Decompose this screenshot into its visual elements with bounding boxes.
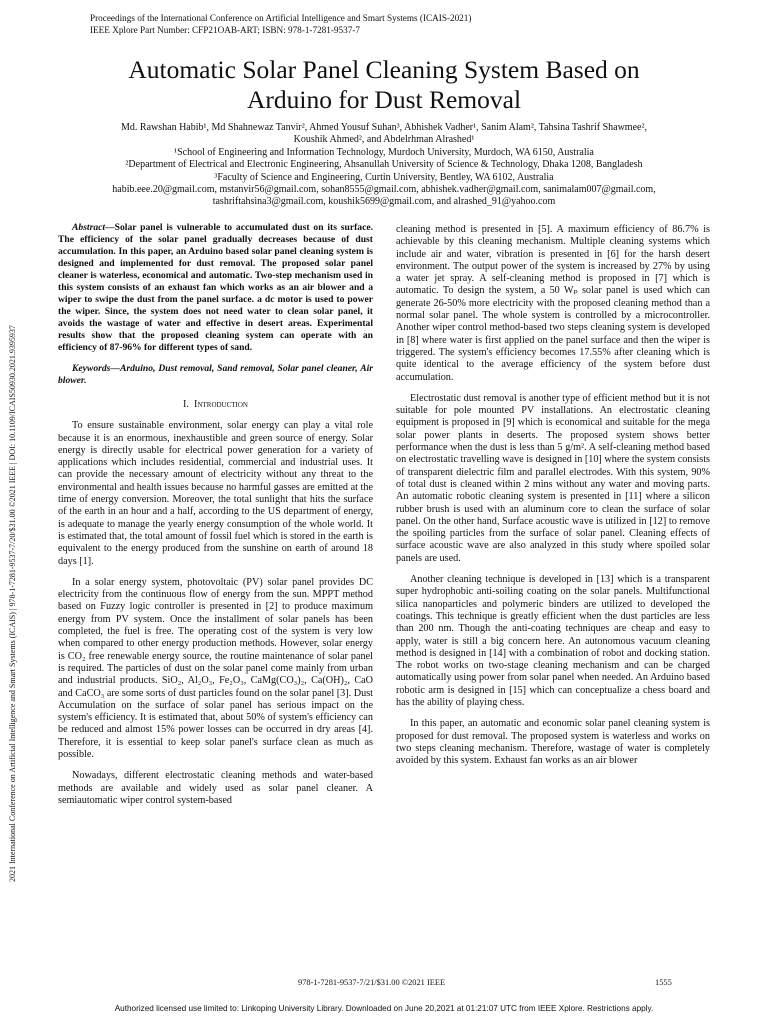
section-title: Introduction <box>194 399 248 410</box>
paragraph: cleaning method is presented in [5]. A maximum efficiency of 86.7% is achievable by this cleaning mechanism. Multiple cleaning systems which include air and water, vibration is presented in [6] for the harsh desert environment. The output power of the system is increased by 27% by using a water jet spray. A self-cleaning method is proposed in [7] which is automatic. To design the system, a 50 Wₚ solar panel is used which can generate 26-50% more electricity with the proposed cleaning method than a normal solar panel. The whole system is controlled by a microcontroller. Another wiper control method-based two steps cleaning system is developed in [8] where water is first applied on the panel surface and then the wiper is triggered. The system's efficiency becomes 17.55% after cleaning which is quite identical to the average efficiency of the system before dust accumulation. <box>396 224 710 383</box>
side-citation: 2021 International Conference on Artificial Intelligence and Smart Systems (ICAIS) | 978-1-7281-9537-7/20/$31.00 ©2021 IEEE | DOI: 10.1109/ICAIS50930.2021.9395937 <box>8 325 17 882</box>
paragraph: To ensure sustainable environment, solar energy can play a vital role because it is an enormous, inexhaustible and green source of energy. Solar energy is directly usable for electrical power generation for a variety of applications which includes residential, commercial and industrial uses. It can provide the necessary amount of electricity without any threat to the environmental and health issues because no harmful gasses are emitted at the time of energy conversion. Moreover, the total sunlight that hits the surface of the earth in an hour and a half, according to the US department of energy, is adequate to manage the yearly energy consumption of the whole world. It is estimated that, the total amount of fossil fuel which is stored in the earth is equivalent to the energy produced from the sunshine on earth of around 18 days [1]. <box>58 420 373 567</box>
affiliation-1: ¹School of Engineering and Information Technology, Murdoch University, Murdoch, WA 6150, Australia <box>174 146 594 158</box>
keywords-label: Keywords— <box>72 363 120 374</box>
abstract-text: Solar panel is vulnerable to accumulated dust on its surface. The efficiency of the solar panel gradually decreases because of dust accumulation. In this paper, an Arduino based solar panel cleaning system is designed and implemented for dust removal. The proposed solar panel cleaner is waterless, economical and automatic. Two-step mechanism used in this system consists of an exhaust fan which works as an air blower and a wiper to swipe the dust from the panel surface. a dc motor is used to power the wiper. Since, the system does not need water to clean solar panel, it avoids the wastage of water and effective in desert areas. Experimental results show that the proposed cleaning system can operate with an efficiency of 87-96% for different types of sand. <box>58 222 373 353</box>
paragraph: Another cleaning technique is developed in [13] which is a transparent super hydrophobic anti-soiling coating on the solar panels. Multifunctional silica nanoparticles and polymeric binders are utilized to developed the coatings. This technique is greatly efficient when the dust particles are less than 200 nm. Though the anti-coating techniques are cheap and easy to apply, water is still a big concern here. An autonomous vacuum cleaning method is designed in [14] with a combination of robot and docking station. The robot works on two-stage cleaning mechanism and can be charged automatically using power from solar panel when needed. An Arduino based robotic arm is designed in [15] which can conceptualize a chess board and has the ability of playing chess. <box>396 574 710 708</box>
affiliation-3: ³Faculty of Science and Engineering, Curtin University, Bentley, WA 6102, Australia <box>214 171 554 183</box>
keywords <box>58 363 373 387</box>
title-line-2: Arduino for Dust Removal <box>246 85 522 114</box>
abstract-label: Abstract— <box>72 222 115 233</box>
abstract <box>58 222 373 354</box>
right-column <box>396 224 710 767</box>
section-number: I. <box>183 399 189 410</box>
title-line-1: Automatic Solar Panel Cleaning System Based on <box>128 55 640 84</box>
page-number: 1555 <box>655 978 672 987</box>
author-block <box>40 122 728 209</box>
proceedings-header <box>90 12 471 36</box>
paragraph: In this paper, an automatic and economic solar panel cleaning system is proposed for dust removal. The proposed system is waterless and works on two steps cleaning mechanism. Therefore, wastage of water is completely avoided by this system. Exhaust fan works as an air blower <box>396 718 710 767</box>
paragraph: Electrostatic dust removal is another type of efficient method but it is not suitable for pole mounted PV installations. An electrostatic cleaning equipment is proposed in [9] which is economical and suitable for the mega solar power plants in deserts. The proposed system shows better performance when the dust is less than 5 g/m². A self-cleaning method based on electrostatic travelling wave is designed in [10] where the system consists of transparent dielectric film and parallel electrodes. With this system, 90% of total dust is cleaned within 2 mins without any water and moving parts. An automatic robotic cleaning system is presented in [11] where a silicon rubber brush is used with an aluminum core to clean the surface of solar panel. On the other hand, Surface acoustic wave is utilized in [12] to remove the spoiling particles from the surface of solar panel. Cleaning effects of surface acoustic wave are also analyzed in this study where spoiled solar panels are used. <box>396 392 710 564</box>
xplore-line: IEEE Xplore Part Number: CFP21OAB-ART; ISBN: 978-1-7281-9537-7 <box>90 25 360 35</box>
emails-line-2: tashriftahsina3@gmail.com, koushik5699@gmail.com, and alrashed_91@yahoo.com <box>212 196 556 208</box>
footer-code: 978-1-7281-9537-7/21/$31.00 ©2021 IEEE <box>298 978 446 987</box>
paragraph: In a solar energy system, photovoltaic (PV) solar panel provides DC electricity from the continuous flow of energy from the sun. MPPT method based on Fuzzy logic controller is presented in [2] to produce maximum energy from PV system. Once the installment of solar panels has been completed, the fuel is free. The operating cost of the system is very low when compared to other energy production methods. However, solar energy is CO₂ free renewable energy source, the routine maintenance of solar panel is required. The particles of dust on the solar panel come mainly from urban and industrial products. SiO₂, Al₂O₃, Fe₂O₃, CaMg(CO₃)₂, Ca(OH)₂, CaO and CaCO₃ are some sorts of dust particles found on the solar panel [3]. Dust Accumulation on the surface of solar panel has serious impact on the system's efficiency. It is estimated that, about 50% of system's efficiency can be reduced and almost 15% power losses can be occurred in dry areas [4]. Therefore, it is essential to keep solar panel's surface clean as much as possible. <box>58 576 373 761</box>
license-notice: Authorized licensed use limited to: Linkoping University Library. Downloaded on June 20,2021 at 01:21:07 UTC from IEEE Xplore. Restrictions apply. <box>114 1004 654 1013</box>
affiliation-2: ²Department of Electrical and Electronic Engineering, Ahsanullah University of Science & Technology, Dhaka 1208, Bangladesh <box>125 159 643 171</box>
left-column <box>58 222 373 807</box>
authors-line-1: Md. Rawshan Habib¹, Md Shahnewaz Tanvir², Ahmed Yousuf Suhan³, Abhishek Vadher¹, Sanim Alam², Tahsina Tashrif Shawmee², <box>121 122 647 133</box>
paper-title <box>40 55 728 115</box>
section-heading <box>58 399 373 411</box>
proceedings-line: Proceedings of the International Conference on Artificial Intelligence and Smart Systems (ICAIS-2021) <box>90 13 472 23</box>
emails-line-1: habib.eee.20@gmail.com, mstanvir56@gmail.com, sohan8555@gmail.com, abhishek.vadher@gmail.com, sanimalam007@gmail.com, <box>112 184 656 196</box>
paragraph: Nowadays, different electrostatic cleaning methods and water-based methods are available and widely used as solar panel cleaner. A semiautomatic wiper control system-based <box>58 770 373 806</box>
keywords-text: Arduino, Dust removal, Sand removal, Solar panel cleaner, Air blower. <box>58 363 373 386</box>
authors-line-2: Koushik Ahmed², and Abdelrhman Alrashed¹ <box>293 134 475 146</box>
